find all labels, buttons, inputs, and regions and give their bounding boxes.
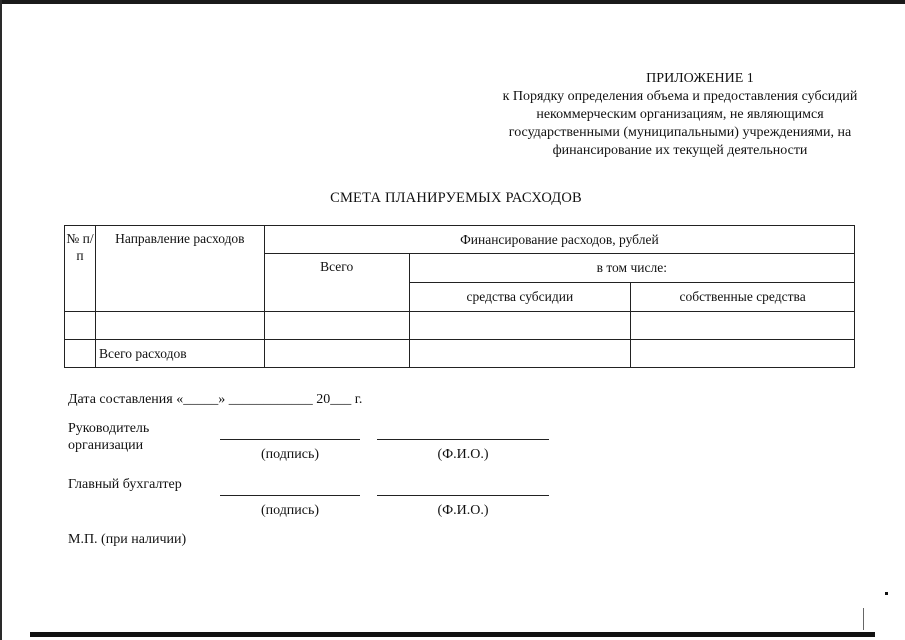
appendix-reference: к Порядку определения объема и предоставления субсидий некоммерческим организациям, не являющимся государственными (муниципальными) учреждениями, на финансирование их текущей деятельности	[502, 89, 858, 158]
page-top-border	[0, 0, 905, 4]
table-cell	[95, 312, 264, 340]
header-financing: Финансирование расходов, рублей	[264, 226, 854, 254]
appendix-header	[498, 70, 862, 160]
chief-accountant-label: Главный бухгалтер	[68, 477, 182, 492]
total-row-label: Всего расходов	[95, 340, 264, 368]
header-subsidy: средства субсидии	[409, 283, 631, 312]
accountant-signature-caption: (подпись)	[260, 503, 320, 518]
seal-label: М.П. (при наличии)	[68, 532, 187, 547]
head-name-line	[377, 439, 549, 440]
table-cell	[264, 312, 409, 340]
header-direction: Направление расходов	[95, 226, 264, 312]
table-row	[65, 312, 855, 340]
accountant-signature-line	[220, 495, 360, 496]
document-title: СМЕТА ПЛАНИРУЕМЫХ РАСХОДОВ	[330, 190, 582, 206]
table-cell	[65, 340, 96, 368]
scan-mark	[885, 592, 888, 595]
head-signature-line	[220, 439, 360, 440]
appendix-caption: ПРИЛОЖЕНИЕ 1	[646, 71, 754, 86]
header-including: в том числе:	[409, 254, 854, 283]
compilation-date: Дата составления «_____» ____________ 20___ г.	[68, 392, 363, 407]
head-name-caption: (Ф.И.О.)	[437, 447, 489, 462]
table-cell	[65, 312, 96, 340]
estimate-table	[64, 225, 855, 368]
header-total: Всего	[264, 254, 409, 312]
accountant-name-line	[377, 495, 549, 496]
table-cell	[631, 340, 855, 368]
header-number: № п/п	[65, 226, 96, 312]
total-row	[65, 340, 855, 368]
table-cell	[631, 312, 855, 340]
header-own-funds: собственные средства	[631, 283, 855, 312]
table-cell	[409, 312, 631, 340]
head-of-organization-label: Руководитель организации	[68, 421, 150, 453]
accountant-name-caption: (Ф.И.О.)	[437, 503, 489, 518]
table-cell	[409, 340, 631, 368]
scan-mark	[863, 608, 864, 630]
page-bottom-border	[30, 632, 875, 637]
page-left-border	[0, 0, 2, 640]
table-cell	[264, 340, 409, 368]
head-signature-caption: (подпись)	[260, 447, 320, 462]
